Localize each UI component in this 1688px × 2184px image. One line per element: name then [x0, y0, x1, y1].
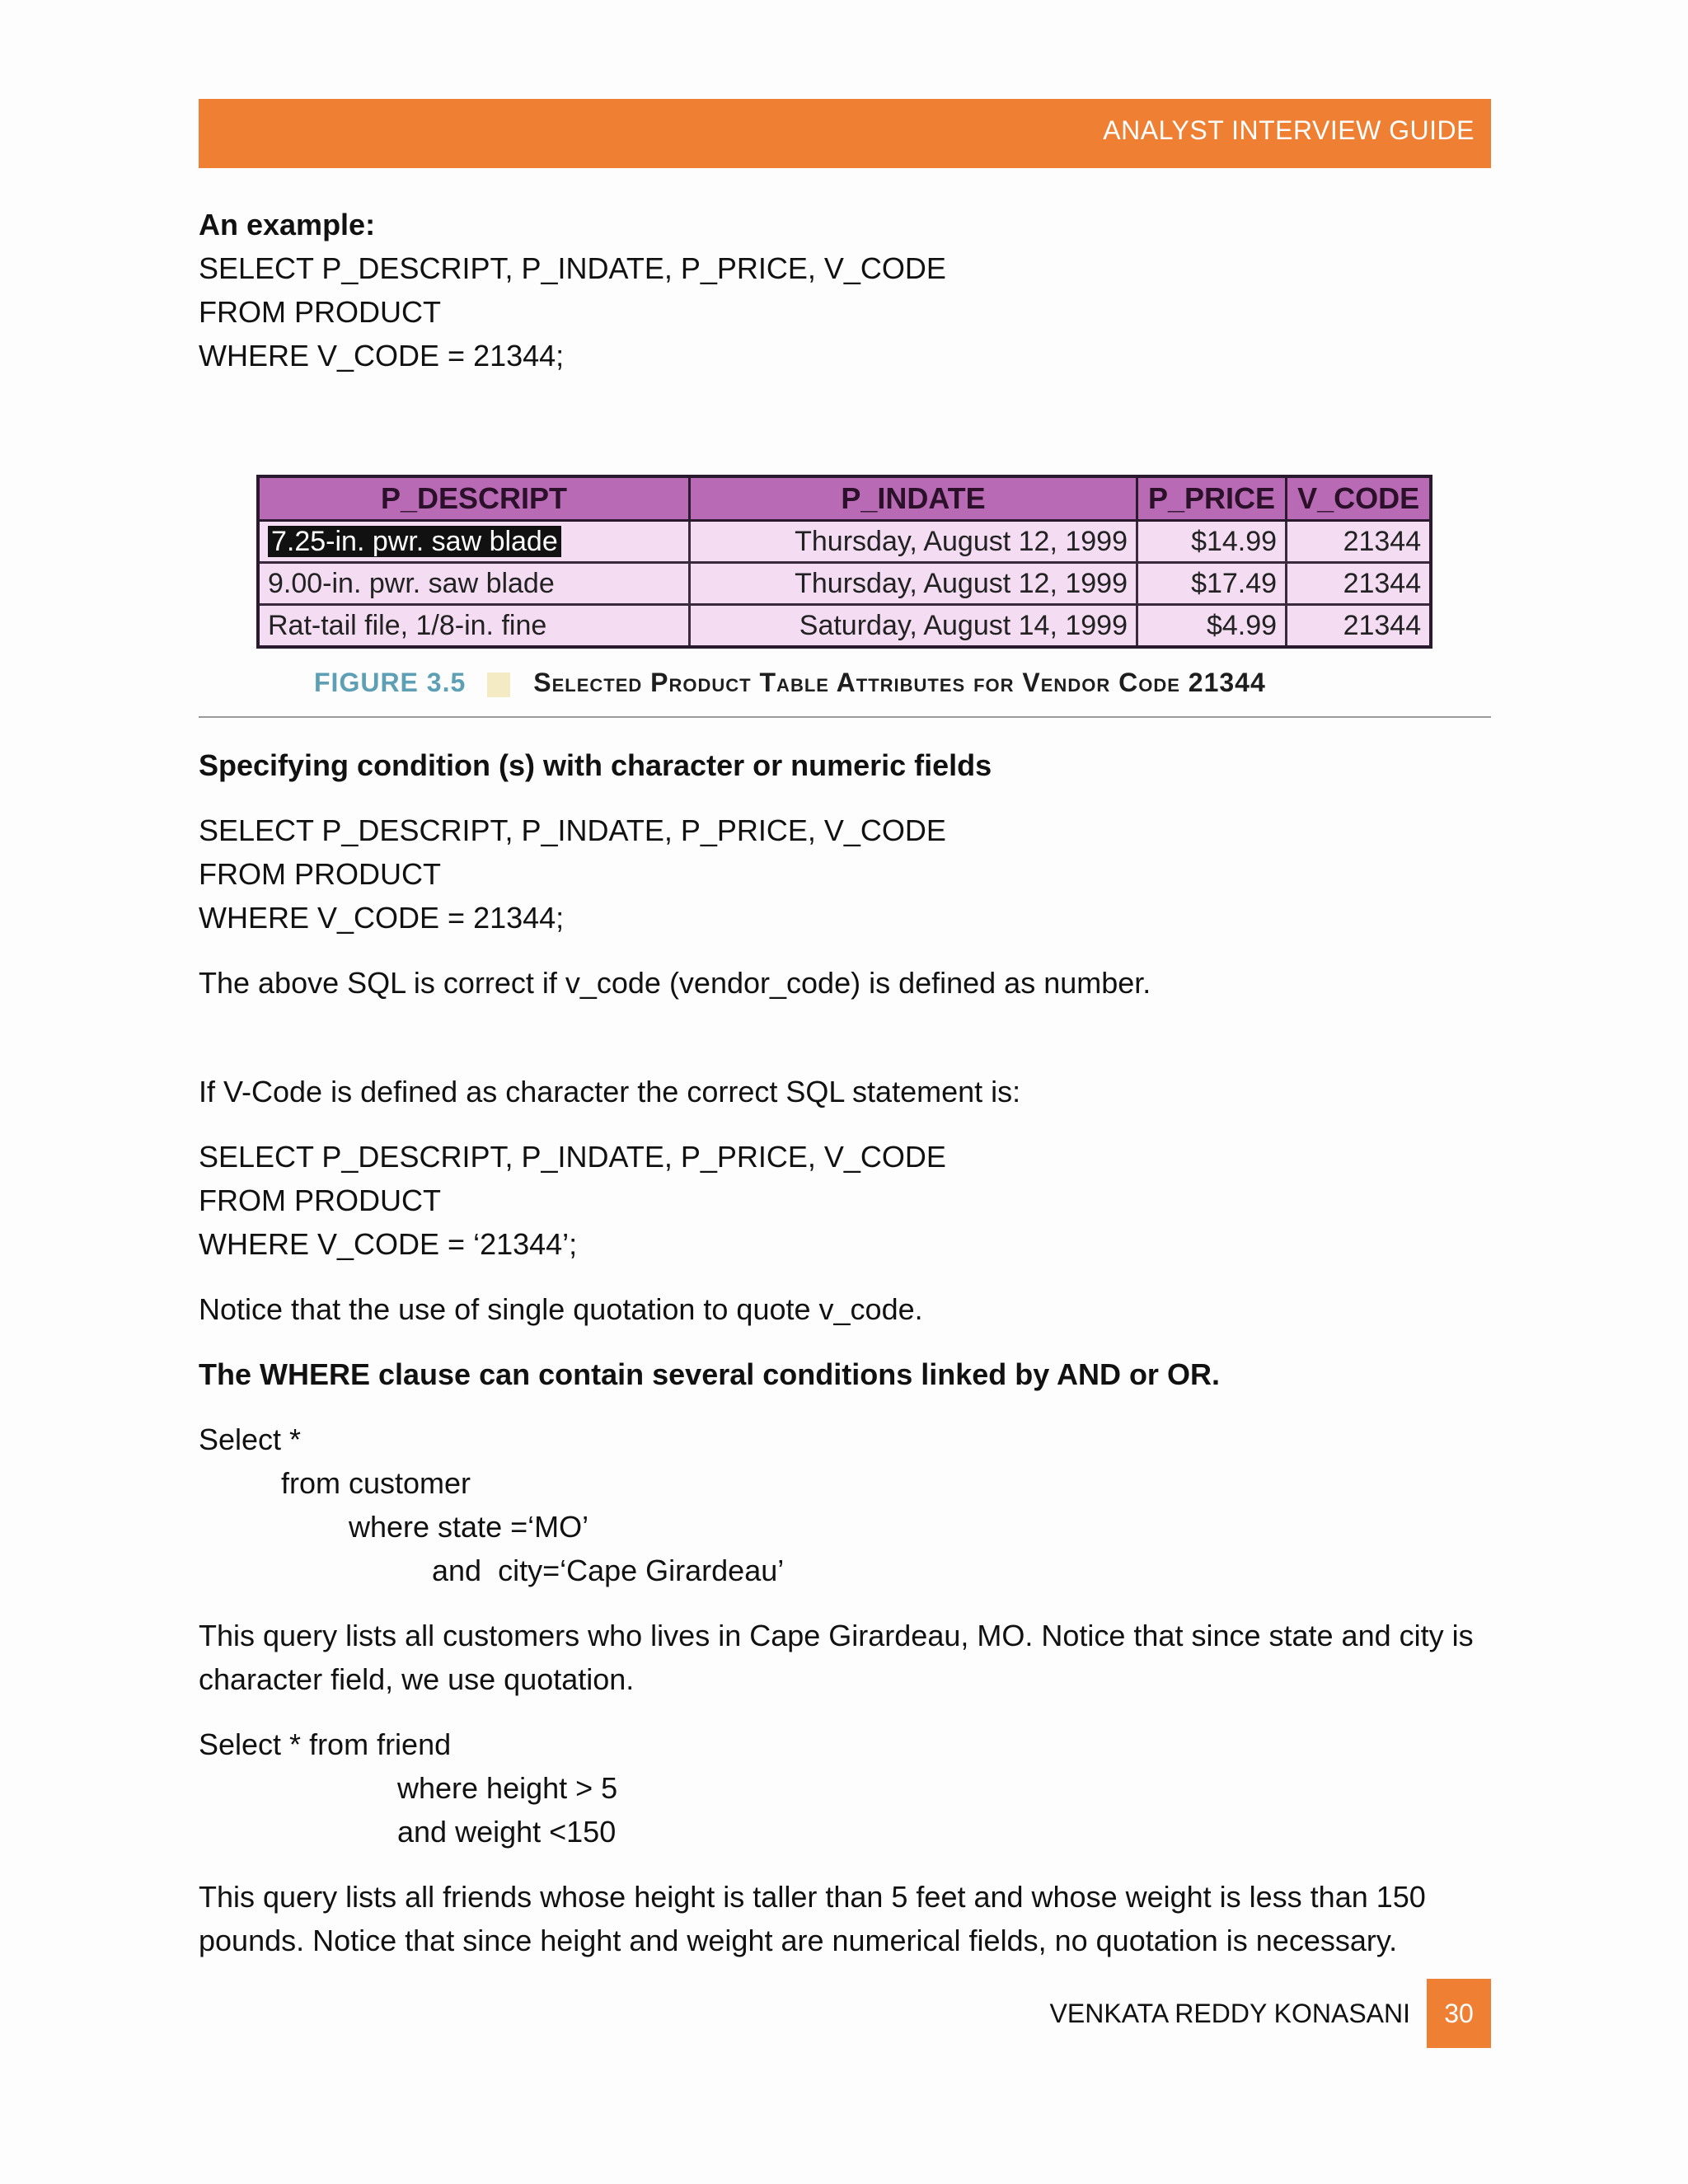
example-sql-line: WHERE V_CODE = 21344; [199, 339, 565, 373]
sql-line: Select * from friend [199, 1727, 452, 1761]
table-cell: $17.49 [1137, 563, 1287, 605]
example-sql-line: SELECT P_DESCRIPT, P_INDATE, P_PRICE, V_CODE [199, 251, 946, 285]
column-header-p-indate: P_INDATE [690, 476, 1137, 521]
product-table [256, 475, 1432, 649]
figure-caption [314, 668, 1266, 698]
table-cell: 9.00-in. pwr. saw blade [258, 563, 690, 605]
paragraph: The above SQL is correct if v_code (vendor_code) is defined as number. [199, 966, 1151, 1000]
sql-line: WHERE V_CODE = 21344; [199, 901, 565, 935]
sql-line: SELECT P_DESCRIPT, P_INDATE, P_PRICE, V_CODE [199, 813, 946, 847]
figure-number: FIGURE 3.5 [314, 668, 467, 697]
table-cell: Thursday, August 12, 1999 [690, 563, 1137, 605]
header-bar [199, 99, 1491, 168]
figure-title: Selected Product Table Attributes for Vendor Code 21344 [533, 668, 1266, 697]
example-sql-line: FROM PRODUCT [199, 295, 441, 329]
caption-square-icon [487, 673, 510, 697]
table-cell: $4.99 [1137, 605, 1287, 648]
sql-line: FROM PRODUCT [199, 857, 441, 891]
table-cell [258, 521, 690, 563]
header-title: ANALYST INTERVIEW GUIDE [1103, 115, 1475, 145]
footer-author: VENKATA REDDY KONASANI [1049, 1998, 1410, 2028]
table-cell: $14.99 [1137, 521, 1287, 563]
section-heading: Specifying condition (s) with character or numeric fields [199, 748, 992, 782]
sql-line: where height > 5 [397, 1771, 618, 1805]
table-cell: Saturday, August 14, 1999 [690, 605, 1137, 648]
figure-divider [199, 716, 1491, 718]
sql-line: Select * [199, 1422, 302, 1456]
table-row [258, 563, 1431, 605]
table-cell: Thursday, August 12, 1999 [690, 521, 1137, 563]
page-number: 30 [1427, 1979, 1491, 2048]
table-cell: 21344 [1287, 521, 1432, 563]
table-row [258, 521, 1431, 563]
sql-line: from customer [281, 1466, 471, 1500]
paragraph: This query lists all customers who lives in Cape Girardeau, MO. Notice that since state and city is character field, we use quotation. [199, 1619, 1474, 1696]
paragraph: This query lists all friends whose height is taller than 5 feet and whose weight is less than 150 pounds. Notice that since height and weight are numerical fields, no quotation is necessary. [199, 1880, 1426, 1957]
selected-cell-text: 7.25-in. pwr. saw blade [268, 526, 561, 557]
paragraph: Notice that the use of single quotation to quote v_code. [199, 1292, 923, 1326]
sql-line: SELECT P_DESCRIPT, P_INDATE, P_PRICE, V_CODE [199, 1140, 946, 1174]
column-header-p-descript: P_DESCRIPT [258, 476, 690, 521]
table-header-row [258, 476, 1431, 521]
sql-line: and weight <150 [397, 1815, 617, 1849]
table-cell: 21344 [1287, 605, 1432, 648]
paragraph: If V-Code is defined as character the correct SQL statement is: [199, 1075, 1021, 1108]
sql-line: FROM PRODUCT [199, 1183, 441, 1217]
page-content [199, 203, 1491, 1962]
page-footer [1050, 1979, 1491, 2048]
sql-line: where state =‘MO’ [349, 1510, 589, 1544]
example-heading: An example: [199, 208, 376, 241]
section-heading: The WHERE clause can contain several conditions linked by AND or OR. [199, 1357, 1220, 1391]
table-cell: 21344 [1287, 563, 1432, 605]
sql-line: WHERE V_CODE = ‘21344’; [199, 1227, 578, 1261]
column-header-p-price: P_PRICE [1137, 476, 1287, 521]
table-cell: Rat-tail file, 1/8-in. fine [258, 605, 690, 648]
product-figure [199, 475, 1491, 722]
table-row [258, 605, 1431, 648]
column-header-v-code: V_CODE [1287, 476, 1432, 521]
sql-line: and city=‘Cape Girardeau’ [432, 1554, 785, 1587]
